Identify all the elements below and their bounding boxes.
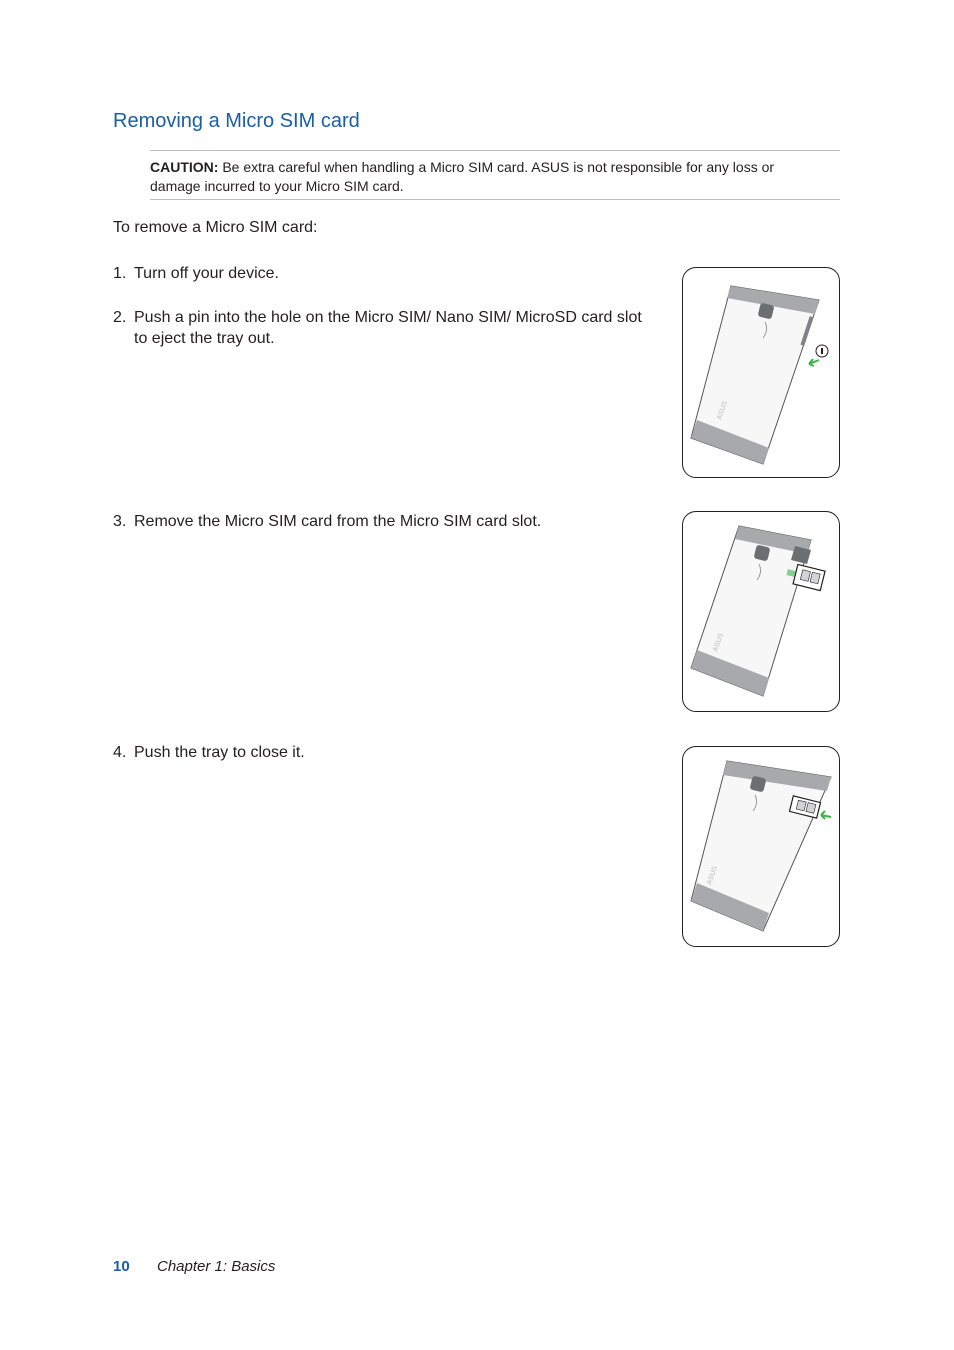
push-arrow-icon (809, 359, 819, 366)
phone-back-icon (683, 268, 839, 477)
page-number: 10 (113, 1258, 130, 1275)
push-arrow-icon (821, 811, 831, 819)
brand-logo: ASUS (716, 400, 730, 421)
figure-eject-tray (682, 267, 840, 478)
step-number: 2. (113, 309, 127, 326)
step-text: Turn off your device. (134, 265, 279, 282)
step-number: 1. (113, 265, 127, 282)
brand-logo: ASUS (706, 865, 720, 886)
phone-back-icon (683, 747, 839, 946)
brand-logo: ASUS (712, 632, 726, 653)
step-text: Push the tray to close it. (134, 744, 305, 761)
section-title: Removing a Micro SIM card (113, 110, 360, 132)
caution-label: CAUTION: (150, 159, 219, 175)
step-4 (113, 742, 658, 763)
figure-remove-card (682, 511, 840, 712)
step-1 (113, 263, 658, 284)
step-text: Push a pin into the hole on the Micro SIM/ Nano SIM/ MicroSD card slot to eject the tray out. (134, 309, 642, 347)
intro-text: To remove a Micro SIM card: (113, 219, 318, 236)
step-2 (113, 307, 658, 349)
caution-note (150, 150, 840, 200)
figure-close-tray (682, 746, 840, 947)
step-3 (113, 511, 658, 532)
phone-back-icon (683, 512, 839, 711)
step-number: 3. (113, 513, 127, 530)
chapter-label: Chapter 1: Basics (157, 1258, 276, 1275)
sim-tray-icon (793, 564, 825, 590)
step-text: Remove the Micro SIM card from the Micro SIM card slot. (134, 513, 542, 530)
caution-text: Be extra careful when handling a Micro SIM card. ASUS is not responsible for any loss or damage incurred to your Micro SIM card. (150, 159, 775, 194)
step-number: 4. (113, 744, 127, 761)
